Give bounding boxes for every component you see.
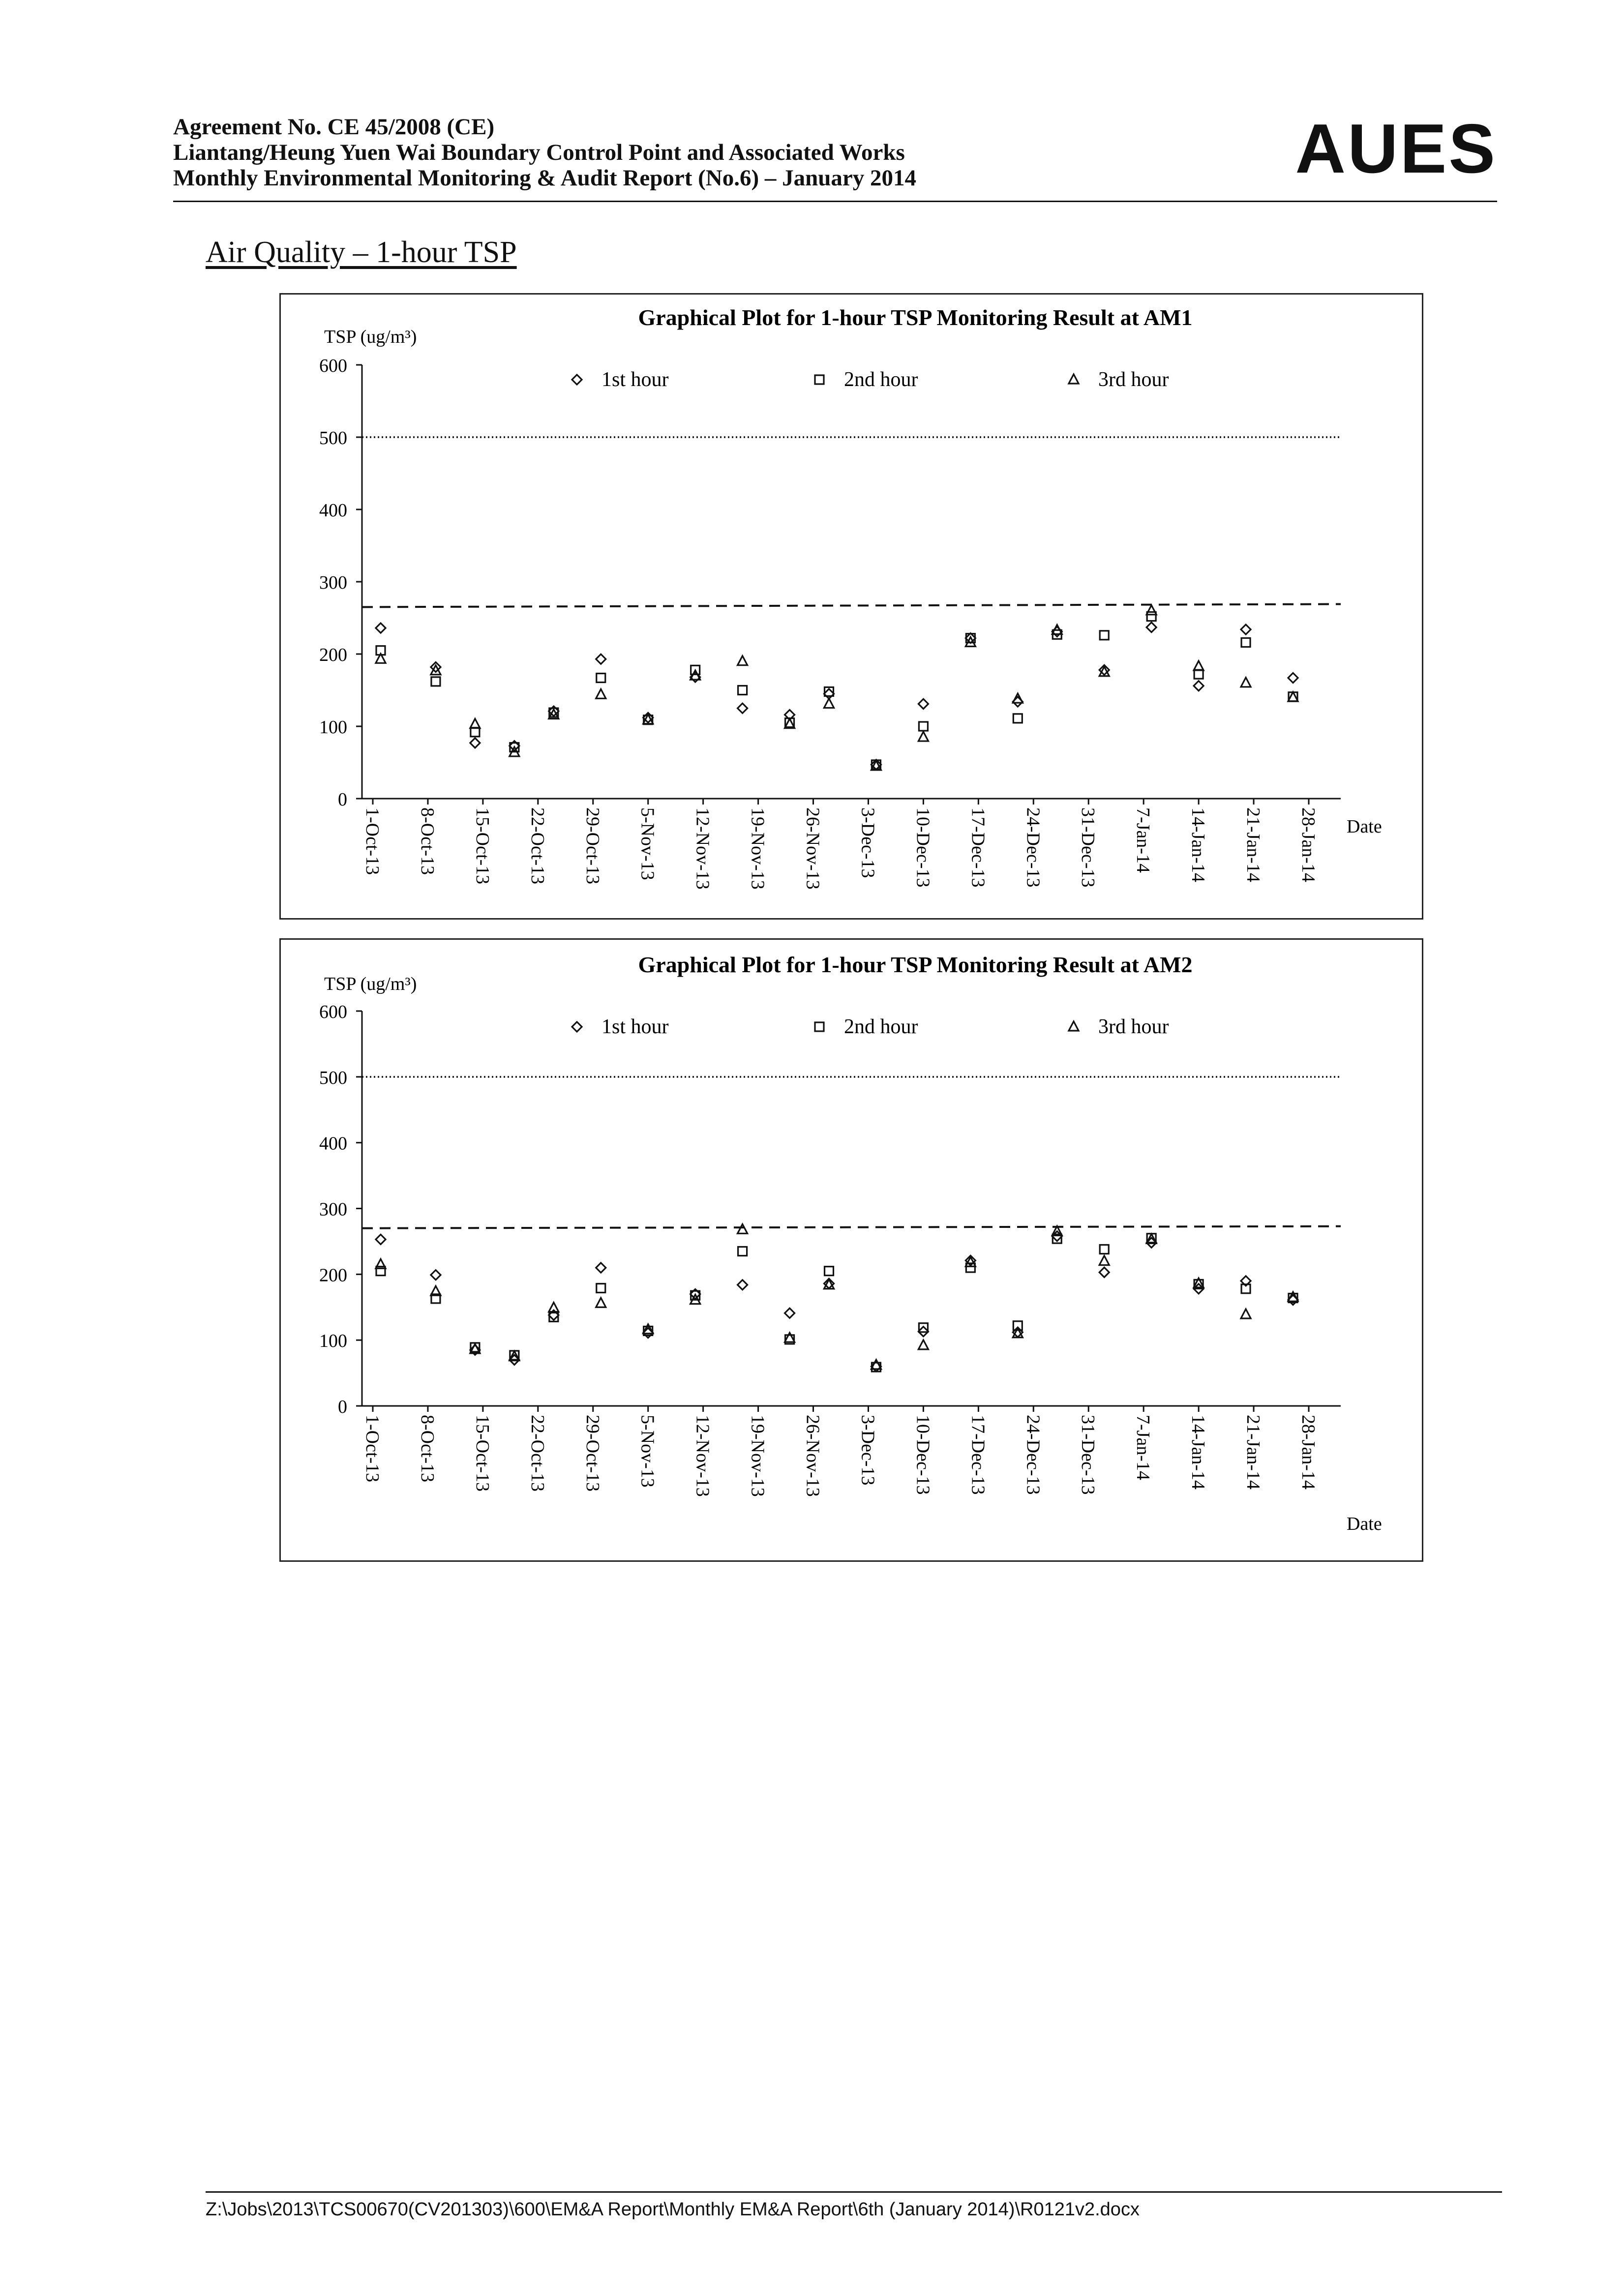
chart-am1-svg: [281, 295, 1422, 918]
data-point: [1099, 1256, 1109, 1265]
x-tick-label: 29-Oct-13: [582, 1415, 603, 1492]
data-point: [1288, 692, 1298, 701]
y-tick-label: 0: [338, 789, 347, 810]
data-point: [1194, 681, 1203, 691]
x-tick-label: 7-Jan-14: [1133, 1415, 1154, 1480]
x-tick-label: 24-Dec-13: [1023, 807, 1044, 888]
chart-am1: [279, 293, 1423, 920]
header-divider: [173, 201, 1497, 202]
x-tick-label: 21-Jan-14: [1243, 807, 1264, 882]
data-point: [1194, 661, 1203, 670]
x-tick-label: 21-Jan-14: [1243, 1415, 1264, 1490]
x-tick-label: 19-Nov-13: [747, 807, 768, 890]
chart-title: Graphical Plot for 1-hour TSP Monitoring Result at AM2: [638, 952, 1193, 977]
section-title: Air Quality – 1-hour TSP: [206, 236, 517, 269]
data-point: [470, 719, 480, 728]
x-tick-label: 14-Jan-14: [1188, 807, 1209, 882]
data-point: [825, 1267, 834, 1276]
data-point: [1288, 673, 1298, 683]
legend-2nd-hour-marker: [815, 1022, 824, 1031]
data-point: [597, 1283, 605, 1292]
y-tick-label: 300: [319, 1199, 347, 1220]
x-tick-label: 8-Oct-13: [417, 1415, 438, 1483]
legend-1st-hour-marker: [572, 1022, 582, 1032]
legend-3rd-hour: 3rd hour: [1098, 368, 1169, 391]
data-point: [918, 732, 928, 741]
data-point: [596, 1263, 606, 1273]
y-tick-label: 100: [319, 1331, 347, 1352]
series-triangle: [376, 1224, 1298, 1369]
data-point: [1099, 1267, 1109, 1277]
data-point: [597, 674, 605, 683]
data-point: [1147, 612, 1156, 621]
data-point: [918, 1340, 928, 1349]
x-tick-label: 22-Oct-13: [527, 807, 548, 885]
legend-3rd-hour-marker: [1069, 374, 1079, 384]
data-point: [1146, 623, 1156, 632]
data-point: [1194, 670, 1203, 679]
data-point: [738, 703, 748, 713]
data-point: [431, 1270, 441, 1280]
y-tick-label: 200: [319, 645, 347, 665]
legend-3rd-hour: 3rd hour: [1098, 1015, 1169, 1038]
y-tick-label: 0: [338, 1397, 347, 1417]
y-tick-label: 400: [319, 500, 347, 521]
x-tick-label: 29-Oct-13: [582, 807, 603, 885]
x-tick-label: 14-Jan-14: [1188, 1415, 1209, 1490]
x-tick-label: 26-Nov-13: [802, 807, 823, 890]
x-tick-label: 24-Dec-13: [1023, 1415, 1044, 1495]
data-point: [471, 728, 480, 737]
data-point: [431, 677, 440, 686]
x-tick-label: 31-Dec-13: [1078, 807, 1099, 888]
legend-2nd-hour-marker: [815, 375, 824, 384]
x-tick-label: 17-Dec-13: [967, 1415, 989, 1495]
y-tick-label: 500: [319, 428, 347, 448]
data-point: [596, 689, 606, 698]
aues-logo: AUES: [1295, 110, 1497, 188]
x-tick-label: 7-Jan-14: [1133, 807, 1154, 873]
x-tick-label: 10-Dec-13: [912, 807, 933, 888]
data-point: [1013, 693, 1023, 703]
project-line: Liantang/Heung Yuen Wai Boundary Control Point and Associated Works: [173, 140, 905, 165]
y-tick-label: 100: [319, 717, 347, 738]
y-tick-label: 600: [319, 356, 347, 376]
data-point: [1146, 605, 1156, 615]
x-tick-label: 15-Oct-13: [472, 1415, 493, 1492]
limit-level-line: [362, 1226, 1341, 1228]
x-tick-label: 1-Oct-13: [362, 1415, 383, 1483]
x-tick-label: 5-Nov-13: [637, 1415, 658, 1488]
y-tick-label: 300: [319, 572, 347, 593]
data-point: [965, 637, 975, 646]
data-point: [919, 722, 928, 731]
data-point: [738, 1280, 748, 1290]
data-point: [596, 654, 606, 664]
x-tick-label: 17-Dec-13: [967, 807, 989, 888]
data-point: [1100, 631, 1109, 640]
data-point: [376, 1234, 386, 1244]
x-tick-label: 12-Nov-13: [692, 1415, 713, 1497]
x-tick-label: 3-Dec-13: [857, 1415, 878, 1486]
x-tick-label: 1-Oct-13: [362, 807, 383, 875]
file-path: Z:\Jobs\2013\TCS00670(CV201303)\600\EM&A Report\Monthly EM&A Report\6th (January 2014)\R0121v2.docx: [206, 2199, 1140, 2220]
y-axis-label: TSP (ug/m³): [324, 327, 417, 347]
legend-2nd-hour: 2nd hour: [844, 1015, 918, 1038]
data-point: [738, 1247, 747, 1255]
x-tick-label: 10-Dec-13: [912, 1415, 933, 1495]
data-point: [1100, 1245, 1109, 1253]
limit-level-line: [362, 604, 1341, 607]
data-point: [785, 1333, 795, 1342]
data-point: [596, 1298, 606, 1307]
legend-1st-hour: 1st hour: [601, 368, 669, 391]
y-tick-label: 200: [319, 1265, 347, 1286]
data-point: [470, 738, 480, 748]
x-axis-label: Date: [1347, 1514, 1382, 1534]
x-tick-label: 5-Nov-13: [637, 807, 658, 880]
data-point: [1241, 678, 1251, 687]
data-point: [918, 699, 928, 709]
x-tick-label: 22-Oct-13: [527, 1415, 548, 1492]
footer-divider: [206, 2191, 1502, 2193]
report-line: Monthly Environmental Monitoring & Audit Report (No.6) – January 2014: [173, 165, 916, 191]
data-point: [738, 1224, 748, 1233]
chart-am2-svg: [281, 940, 1422, 1560]
y-tick-label: 600: [319, 1002, 347, 1022]
data-point: [1241, 625, 1251, 634]
x-tick-label: 3-Dec-13: [857, 807, 878, 878]
legend-3rd-hour-marker: [1069, 1021, 1079, 1031]
x-tick-label: 12-Nov-13: [692, 807, 713, 890]
x-tick-label: 19-Nov-13: [747, 1415, 768, 1497]
y-tick-label: 400: [319, 1133, 347, 1154]
data-point: [738, 656, 748, 665]
x-tick-label: 26-Nov-13: [802, 1415, 823, 1497]
x-axis-label: Date: [1347, 816, 1382, 837]
data-point: [376, 623, 386, 633]
data-point: [785, 1308, 795, 1318]
data-point: [738, 686, 747, 695]
x-tick-label: 28-Jan-14: [1298, 1415, 1319, 1490]
legend-1st-hour-marker: [572, 375, 582, 385]
chart-title: Graphical Plot for 1-hour TSP Monitoring Result at AM1: [638, 305, 1193, 330]
x-tick-label: 28-Jan-14: [1298, 807, 1319, 882]
series-triangle: [376, 605, 1298, 770]
agreement-line: Agreement No. CE 45/2008 (CE): [173, 114, 495, 140]
x-tick-label: 31-Dec-13: [1078, 1415, 1099, 1495]
chart-am2: [279, 938, 1423, 1562]
data-point: [1241, 638, 1250, 647]
x-tick-label: 15-Oct-13: [472, 807, 493, 885]
data-point: [1013, 714, 1022, 723]
y-tick-label: 500: [319, 1067, 347, 1088]
data-point: [824, 698, 834, 708]
legend-1st-hour: 1st hour: [601, 1015, 669, 1038]
x-tick-label: 8-Oct-13: [417, 807, 438, 875]
legend-2nd-hour: 2nd hour: [844, 368, 918, 391]
y-axis-label: TSP (ug/m³): [324, 974, 417, 994]
data-point: [1241, 1309, 1251, 1318]
